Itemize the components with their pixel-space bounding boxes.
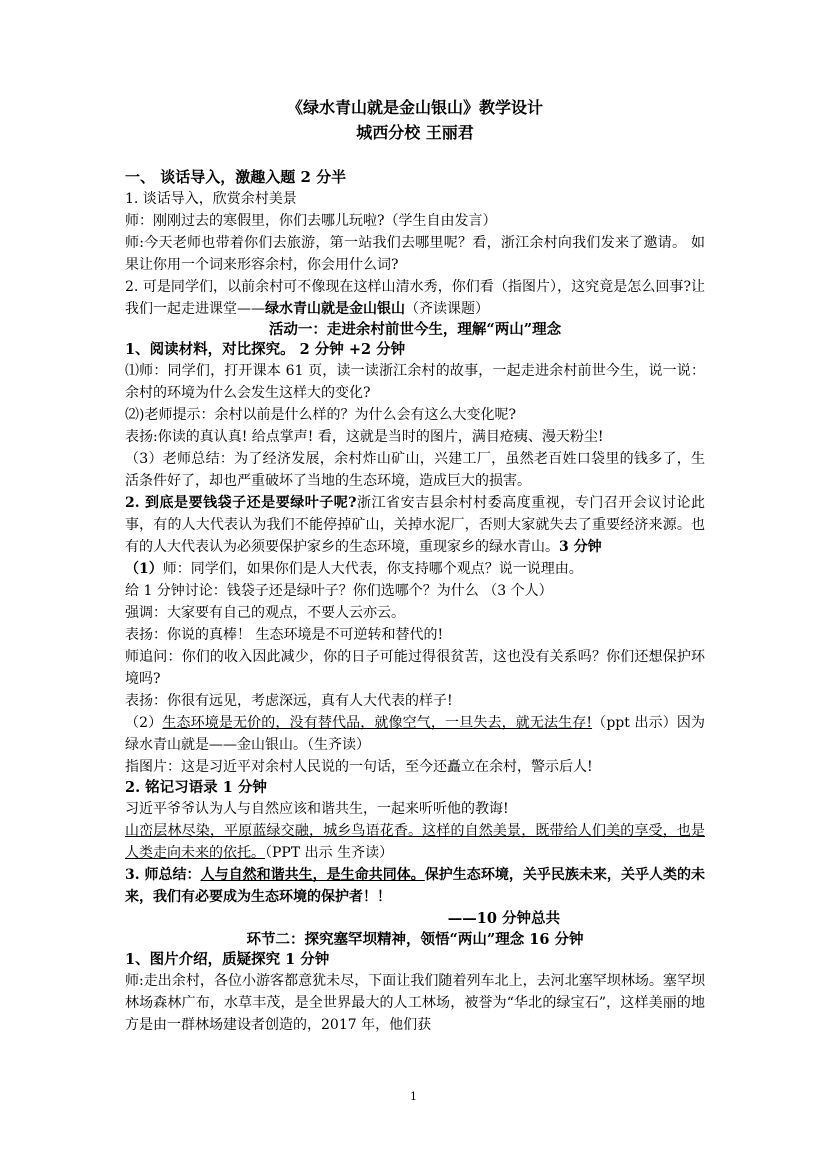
page-number: 1: [410, 1090, 417, 1103]
paragraph: ⑴师：同学们，打开课本 61 页，读一读浙江余村的故事，一起走进余村前世今生，说一说：余村的环境为什么会发生这样大的变化?: [125, 363, 705, 401]
item-number: （1）: [125, 561, 163, 577]
text-run: （齐读课题）: [405, 301, 489, 317]
paragraph: ⑵)老师提示：余村以前是什么样的？为什么会有这么大变化呢?: [125, 407, 516, 423]
total-time: ——10 分钟总共: [447, 910, 560, 927]
underlined-quote: 生态环境是无价的，没有替代品，就像空气，一旦失去，就无法生存!: [162, 715, 593, 731]
paragraph: 师追问：你们的收入因此减少，你的日子可能过得很贫苦，这也没有关系吗？你们还想保护环境吗?: [125, 649, 705, 687]
activity-heading-2: 环节二：探究塞罕坝精神，领悟“两山”理念 16 分钟: [246, 931, 584, 948]
time-label: 3 分钟: [559, 539, 602, 555]
document-author: 城西分校 王丽君: [356, 123, 474, 142]
paragraph: （3）老师总结：为了经济发展，余村炸山矿山，兴建工厂，虽然老百姓口袋里的钱多了，生活条件好了，却也严重破坏了当地的生态环境，造成巨大的损害。: [125, 451, 705, 489]
document-page: [125, 96, 705, 1036]
paragraph: 表扬:你读的真认真! 给点掌声! 看，这就是当时的图片，满目疮痍、漫天粉尘!: [125, 429, 604, 445]
paragraph: [125, 492, 705, 558]
document-title: 《绿水青山就是金山银山》教学设计: [286, 98, 543, 117]
underlined-quote: 山峦层林尽染，平原蓝绿交融，城乡鸟语花香。这样的自然美景，既带给人们美的享受，也是人类走向未来的依托。: [125, 823, 705, 861]
summary-label: 3. 师总结：: [125, 867, 201, 883]
paragraph: 师：刚刚过去的寒假里，你们去哪儿玩啦?（学生自由发言）: [125, 213, 497, 229]
paragraph: 给 1 分钟讨论：钱袋子还是绿叶子？你们选哪个？为什么 （3 个人）: [125, 583, 553, 599]
subsection-heading: 1、图片介绍，质疑探究 1 分钟: [125, 951, 330, 968]
paragraph: 强调：大家要有自己的观点，不要人云亦云。: [125, 605, 405, 621]
text-run: 2. 可是同学们，以前余村可不像现在这样山清水秀，你们看（指图片），这究竟是怎么回事?让我们一起走进课堂——: [125, 279, 705, 317]
paragraph: [125, 712, 705, 756]
section-heading-1: 一、 谈话导入，激趣入题 2 分半: [125, 168, 347, 186]
subsection-heading: 1、阅读材料，对比探究。 2 分钟 +2 分钟: [125, 341, 406, 358]
paragraph: 师:走出余村，各位小游客都意犹未尽，下面让我们随着列车北上，去河北塞罕坝林场。塞罕坝林场森林广布，水草丰茂，是全世界最大的人工林场，被誉为“华北的绿宝石”，这样美丽的地方是由一群林场建设者创造的，2017 年，他们获: [125, 973, 705, 1033]
summary-paragraph: [125, 864, 705, 908]
lesson-title-inline: 绿水青山就是金山银山: [265, 301, 405, 317]
question-heading: 2. 到底是要钱袋子还是要绿叶子呢?: [125, 495, 357, 511]
paragraph: 习近平爷爷认为人与自然应该和谐共生，一起来听听他的教诲!: [125, 801, 509, 817]
paragraph: 指图片：这是习近平对余村人民说的一句话，至今还矗立在余村，警示后人!: [125, 759, 593, 775]
activity-heading-1: 活动一：走进余村前世今生，理解“两山”理念: [268, 321, 562, 338]
text-run: （PPT 出示 生齐读）: [265, 845, 394, 861]
item-number: （2）: [125, 715, 163, 731]
underlined-summary: 人与自然和谐共生，是生命共同体。: [200, 867, 425, 883]
subsection-heading: 2. 铭记习语录 1 分钟: [125, 779, 267, 796]
paragraph: 师:今天老师也带着你们去旅游，第一站我们去哪里呢？看，浙江余村向我们发来了邀请。 如果让你用一个词来形容余村，你会用什么词?: [125, 235, 705, 273]
text-run: 浙江省安吉县余村村委高度重视，专门召开会议讨论此事，有的人大代表认为我们不能停掉矿山，关掉水泥厂，否则大家就失去了重要经济来源。也有的人大代表认为必须要保护家乡的生态环境，重现家乡的绿水青山。: [125, 495, 705, 555]
paragraph: 表扬：你说的真棒！ 生态环境是不可逆转和替代的!: [125, 627, 444, 643]
text-run: （ppt 出示）因为绿水青山就是——金山银山。（生齐读）: [125, 715, 706, 753]
text-run: 保护生态环境，关乎民族未来，关乎人类的未来，我们有必要成为生态环境的保护者！！: [125, 867, 706, 905]
paragraph: [125, 820, 705, 864]
paragraph: 表扬：你很有远见，考虑深远，真有人大代表的样子!: [125, 693, 453, 709]
paragraph: [125, 276, 705, 320]
paragraph: 1. 谈话导入，欣赏余村美景: [125, 191, 297, 207]
text-run: 师：同学们，如果你们是人大代表，你支持哪个观点？说一说理由。: [162, 561, 583, 577]
paragraph: [125, 558, 705, 580]
